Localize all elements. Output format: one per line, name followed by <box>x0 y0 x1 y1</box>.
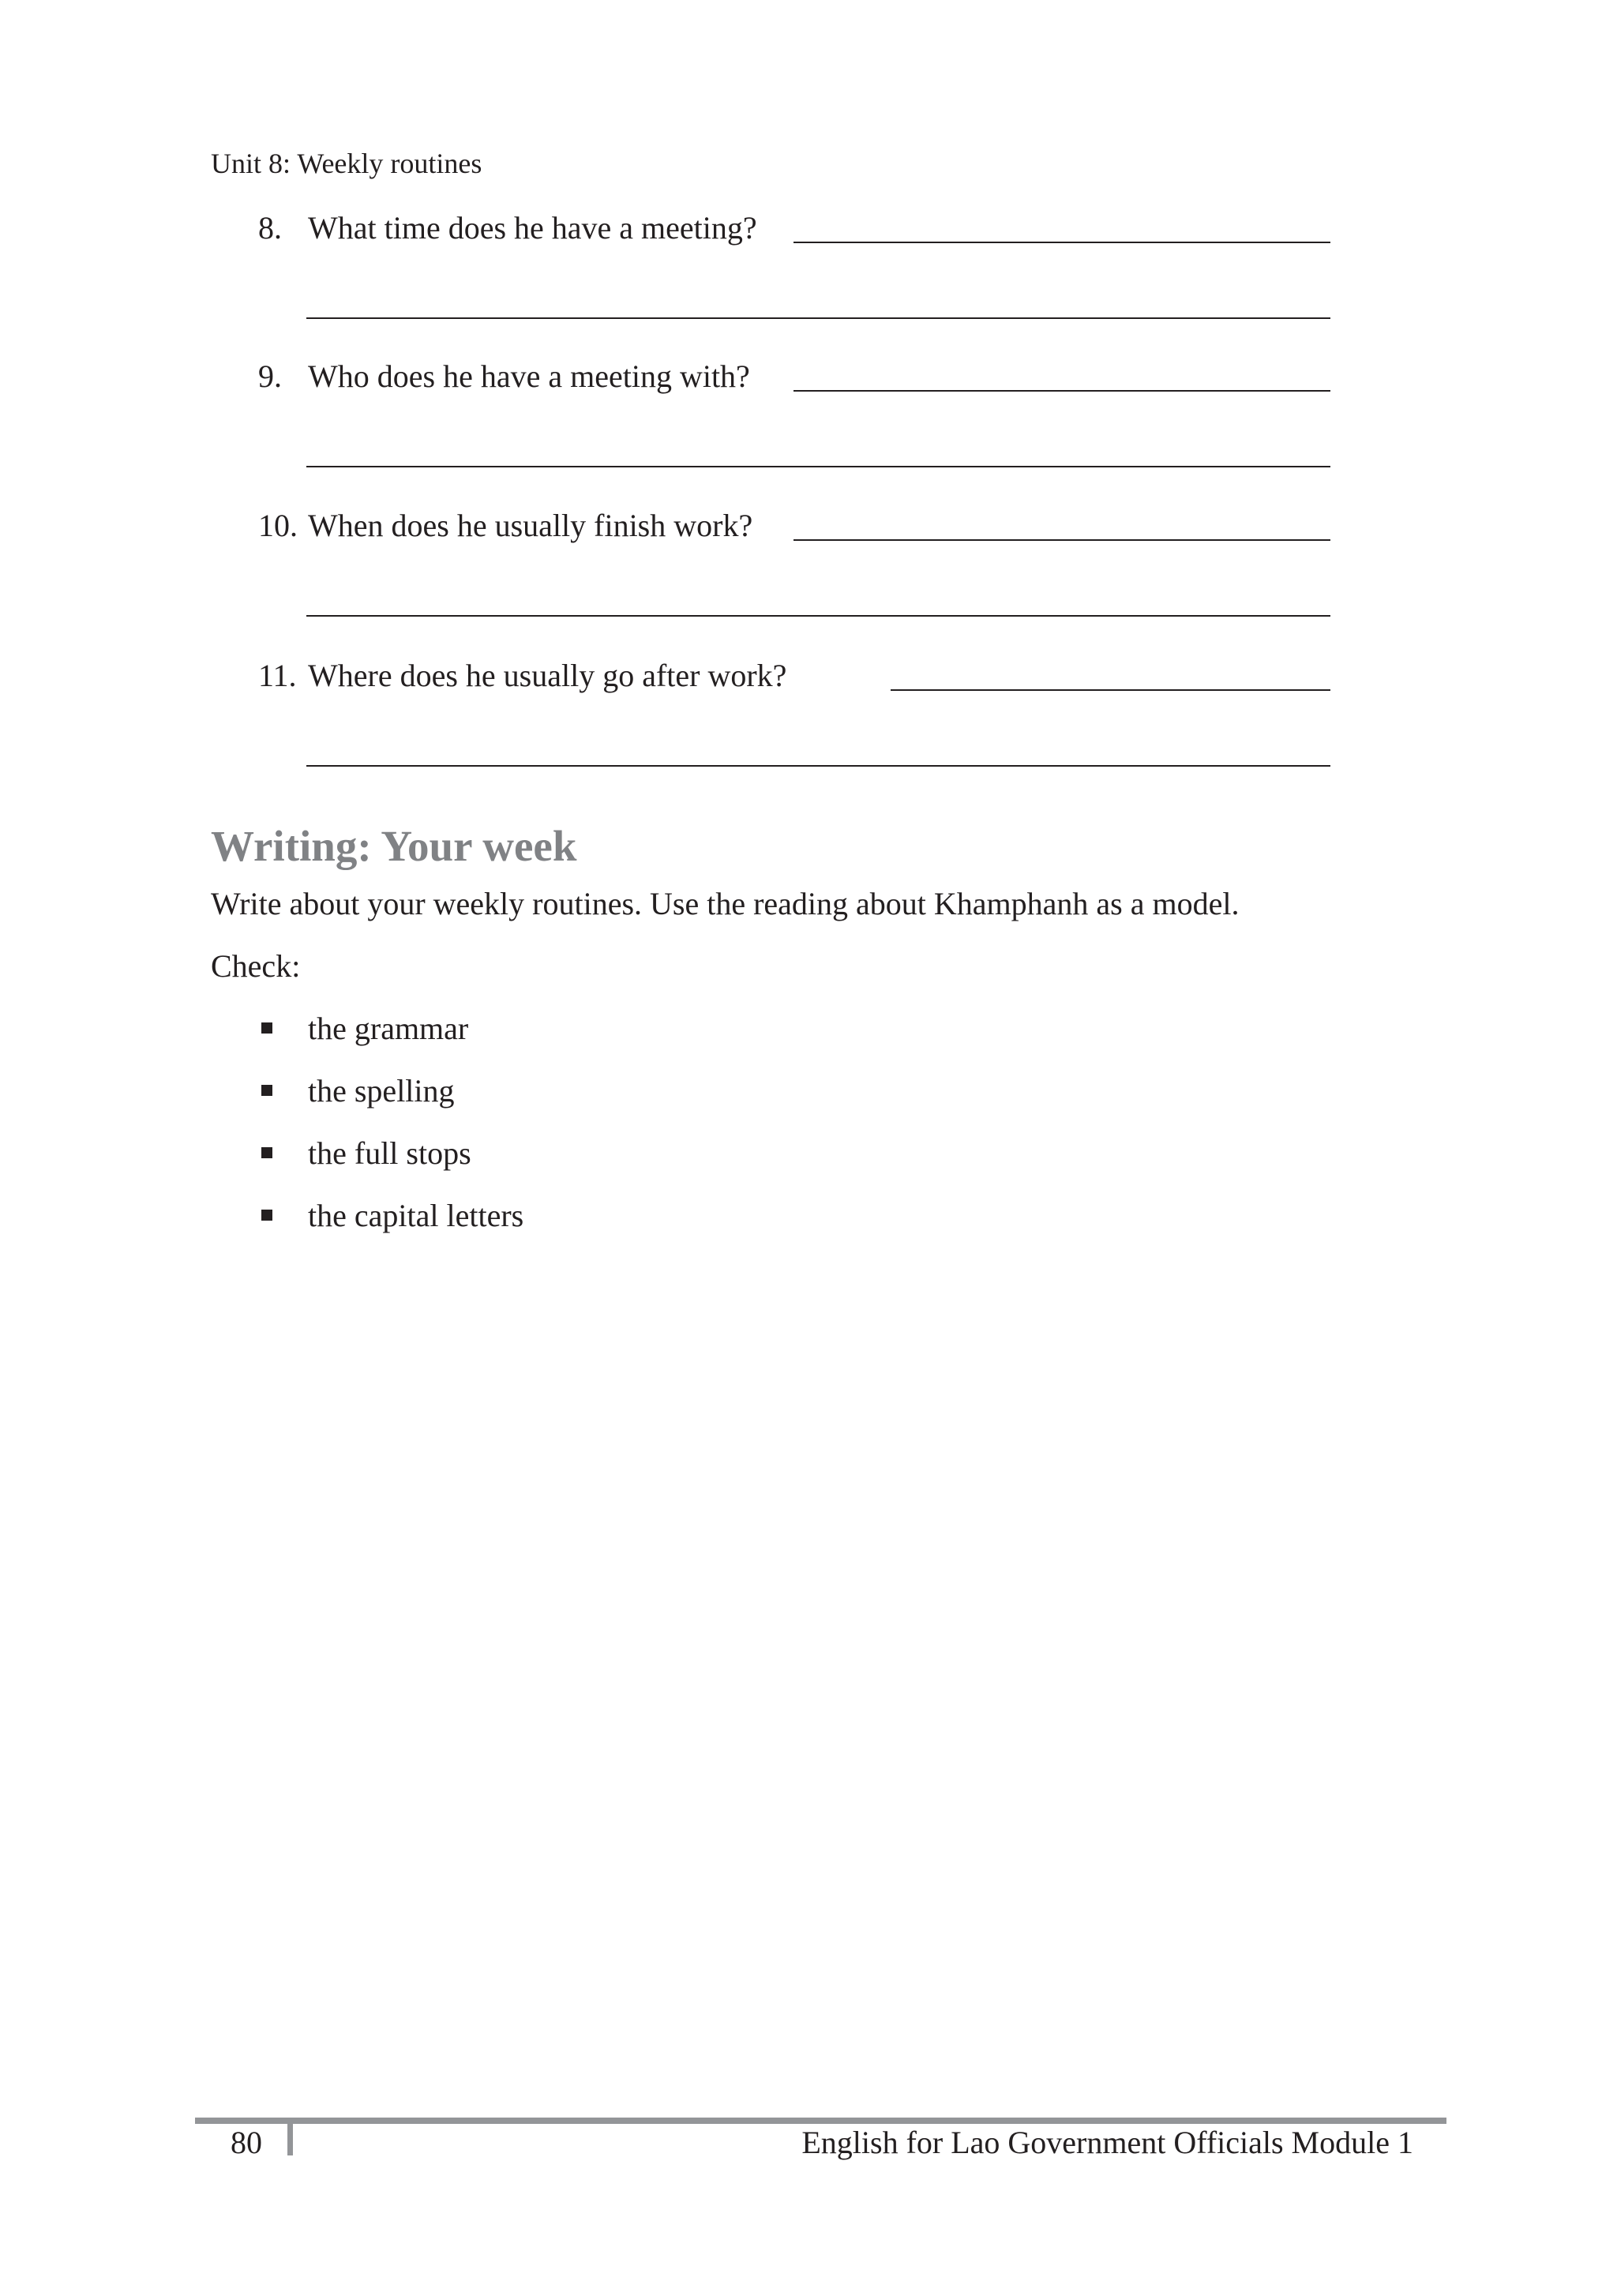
bullet-icon <box>261 1147 272 1158</box>
checklist-item: the spelling <box>308 1073 455 1109</box>
bullet-icon <box>261 1085 272 1096</box>
checklist-item: the capital letters <box>308 1198 524 1233</box>
question-text: Where does he usually go after work? <box>308 658 787 693</box>
answer-line[interactable] <box>793 539 1330 541</box>
section-title: Writing: Your week <box>211 822 577 870</box>
writing-instruction: Write about your weekly routines. Use the reading about Khamphanh as a model. <box>211 886 1240 921</box>
unit-header: Unit 8: Weekly routines <box>211 148 482 179</box>
answer-line[interactable] <box>793 242 1330 243</box>
question-text: When does he usually finish work? <box>308 508 753 543</box>
page-number: 80 <box>231 2125 262 2160</box>
question-number: 9. <box>258 358 282 394</box>
question-number: 11. <box>258 658 297 693</box>
bullet-icon <box>261 1022 272 1034</box>
checklist-item: the full stops <box>308 1135 471 1171</box>
answer-line[interactable] <box>793 390 1330 392</box>
checklist-item: the grammar <box>308 1011 469 1046</box>
answer-line[interactable] <box>306 615 1330 617</box>
footer-rule <box>195 2118 1446 2124</box>
answer-line[interactable] <box>306 765 1330 767</box>
check-label: Check: <box>211 948 301 984</box>
footer-divider <box>287 2121 293 2155</box>
answer-line[interactable] <box>891 689 1330 691</box>
answer-line[interactable] <box>306 466 1330 467</box>
question-text: What time does he have a meeting? <box>308 210 757 246</box>
question-number: 10. <box>258 508 298 543</box>
book-title: English for Lao Government Officials Module 1 <box>801 2125 1413 2160</box>
question-text: Who does he have a meeting with? <box>308 358 750 394</box>
question-number: 8. <box>258 210 282 246</box>
answer-line[interactable] <box>306 317 1330 319</box>
bullet-icon <box>261 1210 272 1221</box>
